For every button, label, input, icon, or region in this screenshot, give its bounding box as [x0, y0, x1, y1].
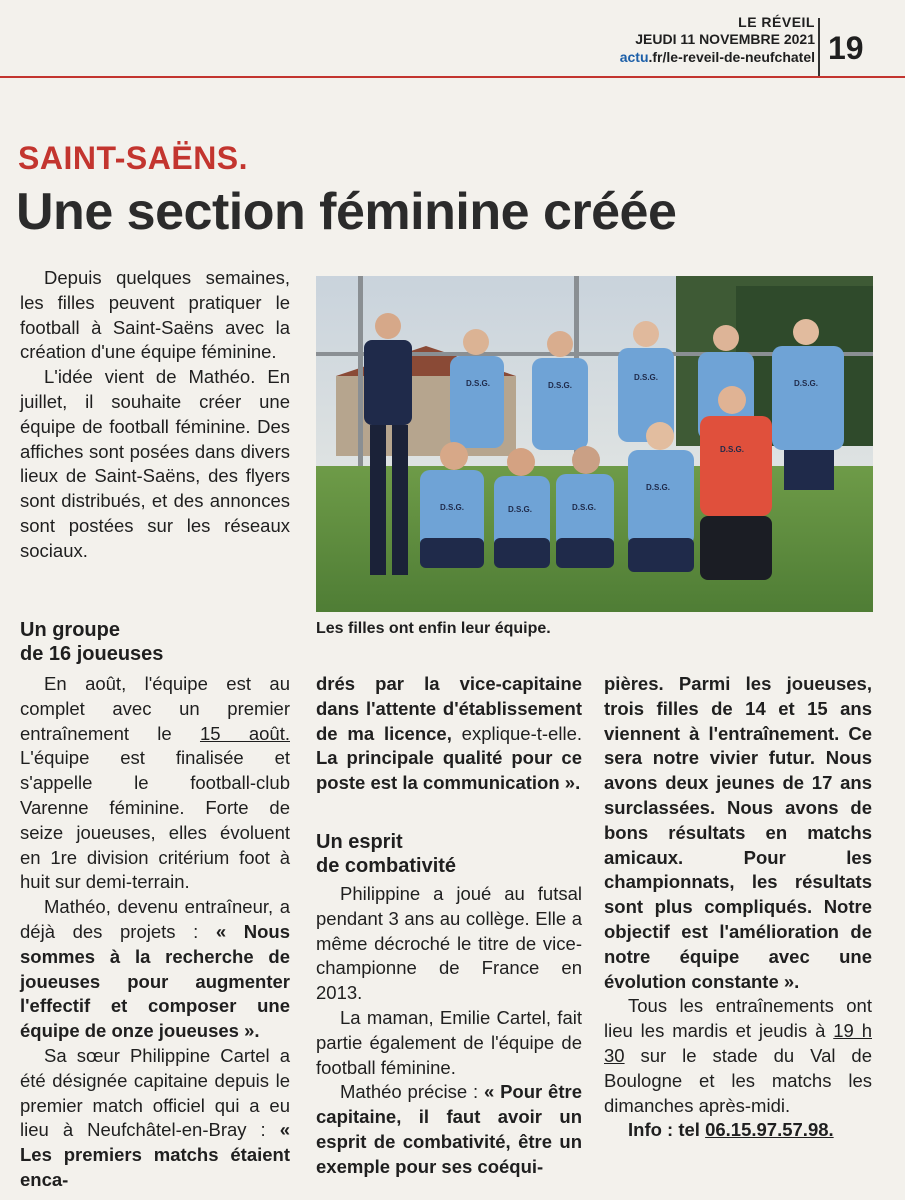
- info-phone: 06.15.97.57.98.: [705, 1119, 834, 1141]
- col2-p4-start: Mathéo précise :: [340, 1081, 484, 1103]
- col3-paragraph-1: pières. Parmi les joueuses, trois filles de 14 et 15 ans viennent à l'entraînement. Ce sera notre vivier futur. Nous avons deux jeunes de 17 ans surclassées. Nous avons de bons résultats en matchs amicaux. Pour les championnats, les résultats sont plus compliqués. Notre objectif est l'amélioration de notre équipe avec une évolution constante ».: [604, 673, 872, 992]
- intro-paragraph-2: L'idée vient de Mathéo. En juillet, il souhaite créer une équipe de football féminine. Des affiches sont posées dans divers lieux de Saint-Saëns, des flyers sont distribués, et des annonces sont postées sur les réseaux sociaux.: [20, 366, 290, 561]
- training-time: 19 h 30: [604, 1020, 872, 1066]
- first-training-date: 15 août.: [199, 722, 290, 744]
- section1-p1-start: En août, l'équipe est au complet avec un premier entraînement le: [20, 673, 290, 744]
- col2-paragraph-3: La maman, Emilie Cartel, fait partie également de l'équipe de football féminine.: [316, 1006, 582, 1078]
- column-3: [604, 672, 872, 1143]
- section1-paragraph-1: [20, 672, 290, 895]
- page-number: 19: [828, 30, 864, 66]
- col2-p1-mid: explique-t-elle.: [451, 722, 582, 744]
- masthead-divider: [818, 18, 820, 76]
- section1-p1-end: L'équipe est finalisée et s'appelle le football-club Varenne féminine. Forte de seize joueuses, elles évoluent en 1re division critérium foot à huit sur demi-terrain.: [20, 747, 290, 893]
- masthead: [620, 14, 815, 66]
- info-line: [604, 1118, 872, 1143]
- section2-title-line2: de combativité: [316, 855, 457, 877]
- website-path: .fr/le-reveil-de-neufchatel: [648, 49, 815, 65]
- article-headline: Une section féminine créée: [16, 183, 677, 241]
- jersey-text: D.S.G.: [634, 373, 659, 382]
- article-kicker: SAINT-SAËNS.: [18, 140, 249, 176]
- column-2-body: [316, 882, 582, 1180]
- section1-p2-start: Mathéo, devenu entraîneur, a déjà des projets :: [20, 896, 290, 942]
- col3-paragraph-2: [604, 994, 872, 1118]
- jersey-text: D.S.G.: [646, 483, 671, 492]
- intro-paragraph-1: Depuis quelques semaines, les filles peuvent pratiquer le football à Saint-Saëns avec la création d'une équipe féminine.: [20, 267, 290, 363]
- jersey-text: D.S.G.: [508, 505, 533, 514]
- header-rule: [0, 76, 905, 78]
- col3-p2-end: sur le stade du Val de Boulogne et les matchs les dimanches après-midi.: [604, 1044, 872, 1116]
- section1-paragraph-2: [20, 895, 290, 1044]
- jersey-text: D.S.G.: [572, 503, 597, 512]
- team-photo-illustration: [316, 276, 873, 612]
- section1-title-line1: Un groupe: [20, 619, 120, 641]
- col2-paragraph-1: [316, 672, 582, 796]
- jersey-text: D.S.G.: [720, 445, 745, 454]
- col2-p4-quote: « Pour être capitaine, il faut avoir un esprit de combativité, être un exemple pour ses coéqui-: [316, 1081, 582, 1177]
- section1-p2-quote: « Nous sommes à la recherche de joueuses pour augmenter l'effectif et composer une équipe de onze joueuses ».: [20, 920, 290, 1042]
- team-photo: [316, 276, 873, 612]
- section2-title: [316, 830, 582, 878]
- col2-paragraph-2: Philippine a joué au futsal pendant 3 ans au collège. Elle a même décroché le titre de vice-championne de France en 2013.: [316, 883, 582, 1004]
- jersey-text: D.S.G.: [466, 379, 491, 388]
- col3-p2-start: Tous les entraînements ont lieu les mardis et jeudis à: [604, 995, 872, 1042]
- publication-name: LE RÉVEIL: [738, 14, 815, 30]
- section1-title-line2: de 16 joueuses: [20, 643, 164, 665]
- jersey-text: D.S.G.: [548, 381, 573, 390]
- column-1-body: [20, 672, 290, 1193]
- col2-paragraph-4: [316, 1080, 582, 1179]
- website-brand: actu: [619, 49, 649, 65]
- issue-date: JEUDI 11 NOVEMBRE 2021: [635, 31, 815, 47]
- section2-title-line1: Un esprit: [316, 831, 403, 853]
- section1-p3-quote: « Les premiers matchs étaient enca-: [20, 1119, 290, 1190]
- col2-p1-quote: drés par la vice-capitaine dans l'attente d'établissement de ma licence,: [316, 673, 582, 744]
- column-1-intro: [20, 266, 290, 564]
- website: [620, 48, 815, 66]
- section1-paragraph-3: [20, 1044, 290, 1193]
- jersey-text: D.S.G.: [794, 379, 819, 388]
- photo-caption: Les filles ont enfin leur équipe.: [316, 620, 551, 637]
- info-label: Info : tel: [628, 1119, 706, 1141]
- section1-title: [20, 618, 290, 666]
- column-2-top: [316, 672, 582, 796]
- jersey-text: D.S.G.: [440, 503, 465, 512]
- col2-p1-end: La principale qualité pour ce poste est la communication ».: [316, 747, 582, 794]
- section1-p3-start: Sa sœur Philippine Cartel a été désignée capitaine depuis le premier match officiel qui a eu lieu à Neufchâtel-en-Bray :: [20, 1044, 290, 1141]
